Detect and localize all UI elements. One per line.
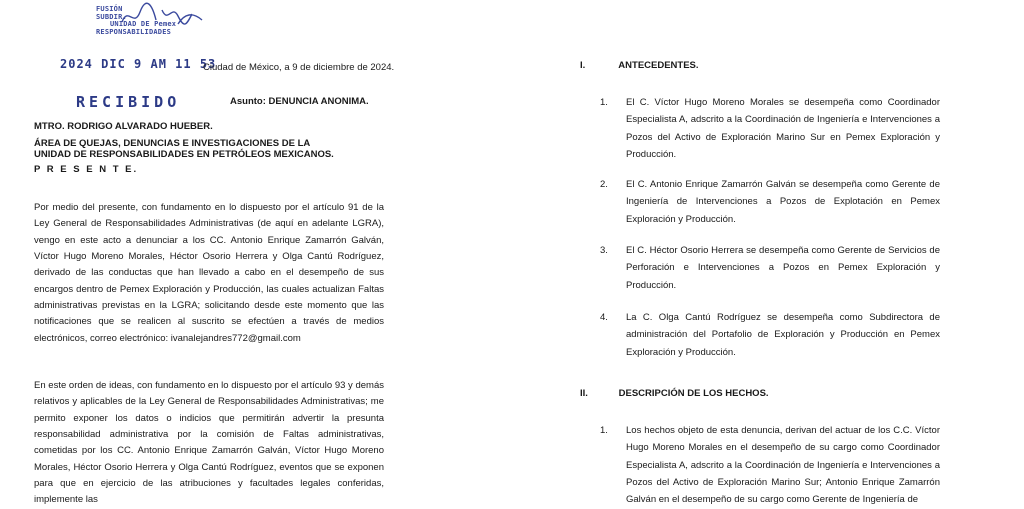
recipient-area: ÁREA DE QUEJAS, DENUNCIAS E INVESTIGACIONES DE LA UNIDAD DE RESPONSABILIDADES EN PETRÓLEOS MEXICANOS. (34, 137, 334, 160)
date-received-stamp: 2024 DIC 9 AM 11 53 (60, 57, 217, 71)
list-item-number: 4. (600, 312, 608, 323)
subject-label: Asunto: (230, 96, 266, 107)
subject-line (230, 94, 369, 110)
stamp-org-line: SUBDIR. (96, 12, 127, 21)
list-item-number: 2. (600, 179, 608, 190)
section-number: I. (580, 60, 586, 71)
list-item-text: Los hechos objeto de esta denuncia, derivan del actuar de los C.C. Víctor Hugo Moreno Morales en el desempeño de su cargo como Coordinador Especialista A, adscrito a la Coordinación de Ingeniería e Intervenciones a Pozos del Activo de Exploración Marino Sur; Antonio Enrique Zamarrón Galván en el desempeño de su cargo como Gerente de Ingeniería de (626, 425, 940, 506)
presente-line: P R E S E N T E. (34, 163, 139, 175)
stamp-org-line: RESPONSABILIDADES (96, 28, 172, 37)
recipient-name: MTRO. RODRIGO ALVARADO HUEBER. (34, 121, 213, 132)
list-item-text: El C. Víctor Hugo Moreno Morales se desempeña como Coordinador Especialista A, adscrito a la Coordinación de Ingeniería e Intervenciones a Pozos del Activo de Exploración Marino Sur en Pemex Exploración y Producción. (626, 97, 940, 160)
list-item (600, 176, 940, 228)
body-paragraph-2: En este orden de ideas, con fundamento en lo dispuesto por el artículo 93 y demás relativos y aplicables de la Ley General de Responsabilidades Administrativas; me permito exponer los datos o indicios que permitirán advertir la presunta responsabilidad administrativa por la comisión de Faltas administrativas, cometidas por los CC. Antonio Enrique Zamarrón Galván, Víctor Hugo Moreno Morales, Héctor Osorio Herrera y Olga Cantú Rodríguez, eventos que se exponen para que en ejercicio de las atribuciones y facultades legales conferidas, implemente las (34, 380, 384, 506)
list-item-text: La C. Olga Cantú Rodríguez se desempeña como Subdirectora de administración del Portafolio de Exploración y Producción en Pemex Exploración y Producción. (626, 312, 940, 358)
section-heading-hechos (580, 386, 769, 402)
list-item (600, 422, 940, 508)
letter-page-right (520, 0, 1024, 506)
section-heading-antecedentes (580, 58, 699, 74)
stamp-org-line: FUSIÓN (96, 5, 123, 13)
list-item (600, 242, 940, 294)
section-title: DESCRIPCIÓN DE LOS HECHOS. (618, 388, 769, 399)
section-number: II. (580, 388, 588, 399)
list-item-number: 1. (600, 97, 608, 108)
list-item (600, 309, 940, 361)
recipient-block (34, 122, 334, 176)
list-item-number: 3. (600, 245, 608, 256)
section-title: ANTECEDENTES. (618, 60, 699, 71)
list-item-text: El C. Antonio Enrique Zamarrón Galván se desempeña como Gerente de Ingeniería de Intervenciones a Pozos de Explotación en Pemex Exploración y Producción. (626, 179, 940, 225)
list-item (600, 94, 940, 163)
list-item-text: El C. Héctor Osorio Herrera se desempeña como Gerente de Servicios de Perforación e Intervenciones a Pozos en Pemex Exploración y Producción. (626, 245, 940, 291)
subject-value: DENUNCIA ANONIMA. (268, 96, 369, 107)
received-stamp: RECIBIDO (76, 93, 181, 111)
stamp-org-line: UNIDAD DE Pemex (110, 20, 177, 29)
handwritten-signature-icon (118, 2, 208, 32)
body-paragraph-1: Por medio del presente, con fundamento en lo dispuesto por el artículo 91 de la Ley General de Responsabilidades Administrativas (de aquí en adelante LGRA), vengo en este acto a denunciar a los CC. Antonio Enrique Zamarrón Galván, Víctor Hugo Moreno Morales, Héctor Osorio Herrera y Olga Cantú Rodríguez, derivado de las conductas que han llevado a cabo en el desempeño de sus encargos dentro de Pemex Exploración y Producción, las cuales actualizan Faltas administrativas previstas en la LGRA; solicitando desde este momento que las notificaciones que se realicen al suscrito se efectúen a través de medios electrónicos, correo electrónico: ivanalejandres772@gmail.com (34, 202, 384, 344)
city-date: Ciudad de México, a 9 de diciembre de 2024. (203, 62, 395, 73)
list-item-number: 1. (600, 425, 608, 436)
